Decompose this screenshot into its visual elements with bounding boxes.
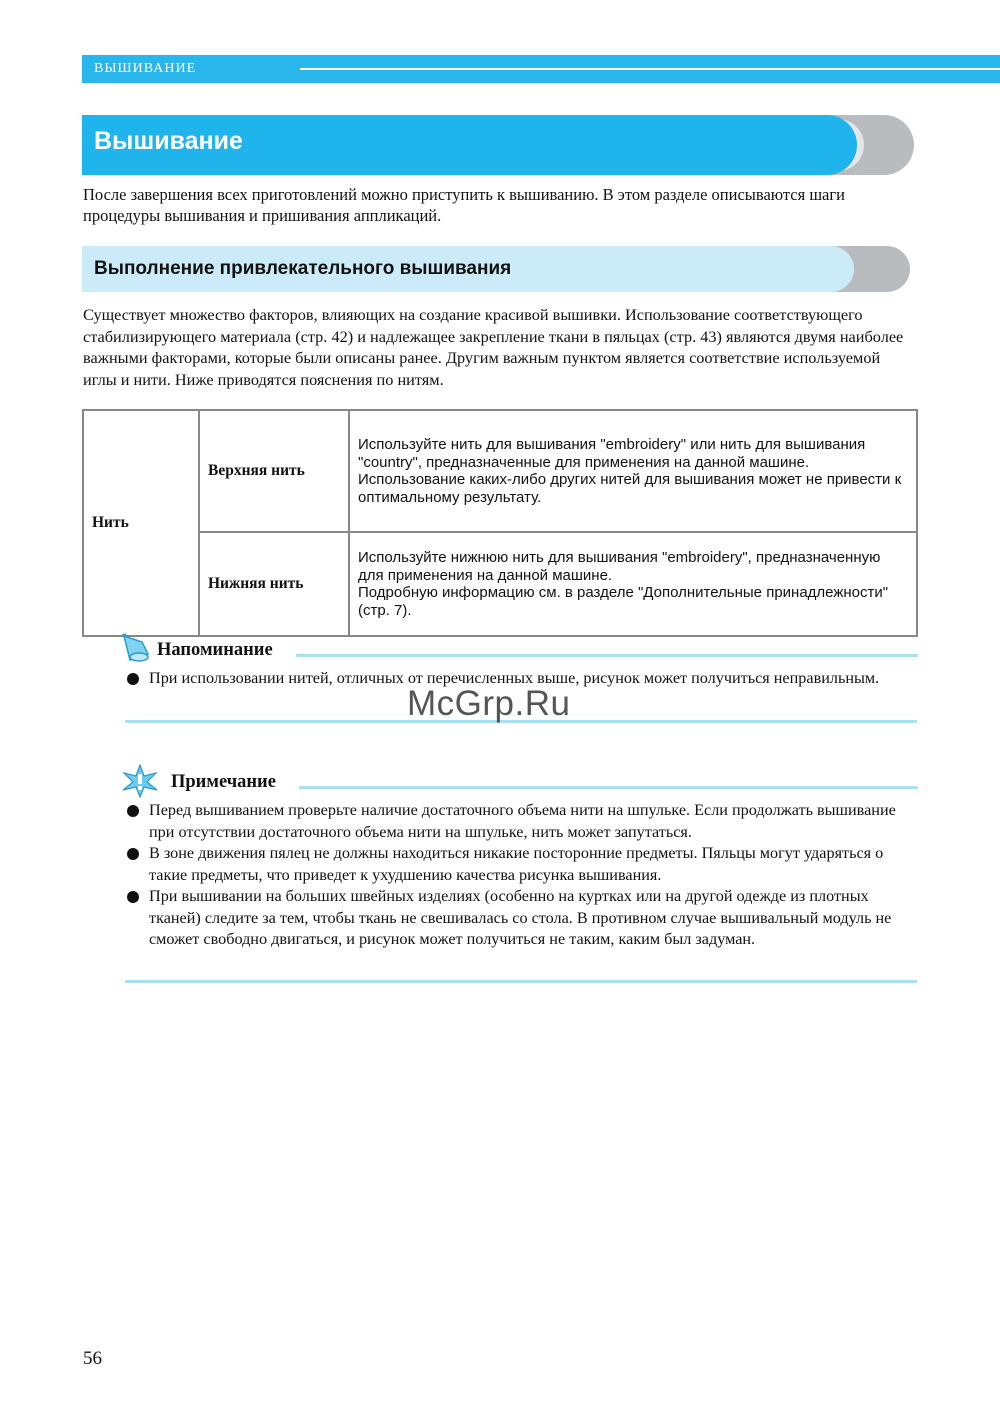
list-item-text: Перед вышиванием проверьте наличие достаточного объема нити на шпульке. Если продолжать вышивание при отсутствии достаточного объема нити на шпульке, нить может запутаться. [149, 801, 896, 841]
thread-table [82, 409, 918, 637]
bullet-icon [127, 891, 139, 903]
bullet-icon [127, 805, 139, 817]
table-row-label: Верхняя нить [199, 410, 349, 532]
section-title-bar [82, 115, 857, 175]
note-label: Примечание [171, 772, 276, 792]
table-main-label: Нить [83, 410, 199, 636]
note-list [127, 800, 917, 951]
running-header-rule [300, 68, 1000, 70]
note-rule [299, 786, 918, 789]
list-item-text: При вышивании на больших швейных изделиях (особенно на куртках или на другой одежде из плотных тканей) следите за тем, чтобы ткань не свешивалась со стола. В противном случае вышивальный модуль не сможет свободно двигаться, и рисунок может получиться не таким, каким был задуман. [149, 887, 892, 948]
table-row-text: Используйте нить для вышивания "embroidery" или нить для вышивания "country", предназначенные для применения на данной машине. Использование каких-либо других нитей для вышивания может не привести к оптимальному результату. [349, 410, 917, 532]
section-heading [82, 115, 917, 177]
page-number: 56 [83, 1348, 102, 1369]
table-row-label: Нижняя нить [199, 532, 349, 636]
bell-icon [118, 632, 154, 669]
list-item-text: При использовании нитей, отличных от перечисленных выше, рисунок может получиться неправильным. [149, 669, 880, 687]
section-intro: После завершения всех приготовлений можно приступить к вышиванию. В этом разделе описываются шаги процедуры вышивания и пришивания аппликаций. [83, 185, 845, 225]
sparkle-icon [120, 764, 160, 803]
list-item [127, 843, 917, 886]
bullet-icon [127, 848, 139, 860]
list-item-text: В зоне движения пялец не должны находиться никакие посторонние предметы. Пяльцы могут ударяться о такие предметы, что приведет к ухудшению качества рисунка вышивания. [149, 844, 884, 884]
section-title: Вышивание [94, 127, 243, 155]
table-row [83, 532, 917, 636]
table-row-text: Используйте нижнюю нить для вышивания "embroidery", предназначенную для применения на данной машине. Подробную информацию см. в разделе "Дополнительные принадлежности" (стр. 7). [349, 532, 917, 636]
reminder-heading [118, 632, 918, 666]
reminder-label: Напоминание [157, 640, 273, 660]
subsection-title: Выполнение привлекательного вышивания [94, 258, 512, 279]
running-header-label: ВЫШИВАНИЕ [94, 61, 197, 76]
bullet-icon [127, 673, 139, 685]
subsection-title-bar [82, 246, 854, 292]
table-row [83, 410, 917, 532]
list-item [127, 800, 917, 843]
subsection-paragraph: Существует множество факторов, влияющих на создание красивой вышивки. Использование соответствующего стабилизирующего материала (стр. 42) и надлежащее закрепление ткани в пяльцах (стр. 43) являются двумя наиболее важными факторами, которые были описаны ранее. Другим важным пунктом является соответствие используемой иглы и нити. Ниже приводятся пояснения по нитям. [83, 305, 904, 389]
subsection-heading [82, 246, 917, 294]
running-header [82, 55, 1000, 83]
note-bottom-rule [125, 980, 917, 983]
watermark: McGrp.Ru [407, 684, 571, 723]
note-heading [118, 764, 918, 798]
reminder-rule [296, 654, 918, 657]
list-item [127, 886, 917, 951]
